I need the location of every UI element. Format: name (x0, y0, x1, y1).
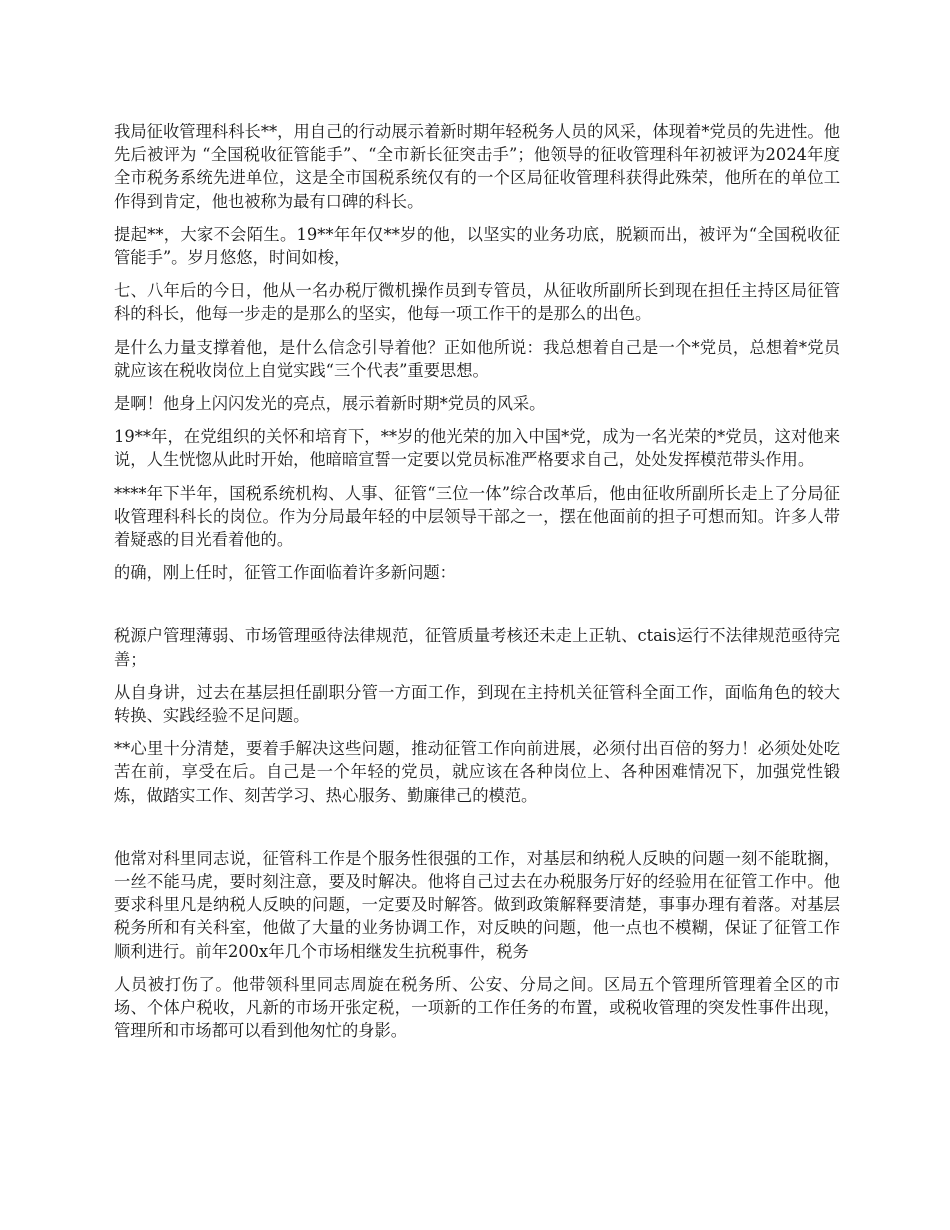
paragraph-12: 他常对科里同志说，征管科工作是个服务性很强的工作，对基层和纳税人反映的问题一刻不能耽搁，一丝不能马虎，要时刻注意，要及时解决。他将自己过去在办税服务厅好的经验用在征管工作中。他要求科里凡是纳税人反映的问题，一定要及时解答。做到政策解释要清楚，事事办理有着落。对基层税务所和有关科室，他做了大量的业务协调工作，对反映的问题，他一点也不模糊，保证了征管工作顺利进行。前年200x年几个市场相继发生抗税事件，税务 (114, 848, 840, 961)
paragraph-6: 19**年，在党组织的关怀和培育下，**岁的他光荣的加入中国*党，成为一名光荣的*党员，这对他来说，人生恍惚从此时开始，他暗暗宣誓一定要以党员标准严格要求自己，处处发挥模范带头作用。 (114, 427, 840, 470)
paragraph-8: 的确，刚上任时，征管工作面临着许多新问题： (114, 563, 456, 583)
paragraph-5: 是啊！他身上闪闪发光的亮点，展示着新时期*党员的风采。 (114, 394, 546, 414)
paragraph-4: 是什么力量支撑着他，是什么信念引导着他？正如他所说：我总想着自己是一个*党员，总想着*党员就应该在税收岗位上自觉实践“三个代表”重要思想。 (114, 337, 840, 380)
paragraph-9: 税源户管理薄弱、市场管理亟待法律规范，征管质量考核还未走上正轨、ctais运行不法律规范亟待完善； (114, 626, 840, 669)
document-body (114, 120, 840, 1053)
paragraph-13: 人员被打伤了。他带领科里同志周旋在税务所、公安、分局之间。区局五个管理所管理着全区的市场、个体户税收，凡新的市场开张定税，一项新的工作任务的布置，或税收管理的突发性事件出现，管理所和市场都可以看到他匆忙的身影。 (114, 974, 840, 1041)
section-spacer (114, 817, 840, 847)
paragraph-2: 提起**，大家不会陌生。19**年年仅**岁的他，以坚实的业务功底，脱颖而出，被评为“全国税收征管能手”。岁月悠悠，时间如梭， (114, 224, 840, 268)
paragraph-3: 七、八年后的今日，他从一名办税厅微机操作员到专管员，从征收所副所长到现在担任主持区局征管科的科长，他每一步走的是那么的坚实，他每一项工作干的是那么的出色。 (114, 281, 840, 324)
paragraph-11: **心里十分清楚，要着手解决这些问题，推动征管工作向前进展，必须付出百倍的努力！必须处处吃苦在前，享受在后。自己是一个年轻的党员，就应该在各种岗位上、各种困难情况下，加强党性锻炼，做踏实工作、刻苦学习、热心服务、勤廉律己的模范。 (114, 739, 840, 805)
section-spacer (114, 594, 840, 624)
paragraph-10: 从自身讲，过去在基层担任副职分管一方面工作，到现在主持机关征管科全面工作，面临角色的较大转换、实践经验不足问题。 (114, 682, 840, 726)
paragraph-7: ****年下半年，国税系统机构、人事、征管“三位一体”综合改革后，他由征收所副所长走上了分局征收管理科科长的岗位。作为分局最年轻的中层领导干部之一，摆在他面前的担子可想而知。许多人带着疑惑的目光看着他的。 (114, 483, 840, 550)
paragraph-1: 我局征收管理科科长**，用自己的行动展示着新时期年轻税务人员的风采，体现着*党员的先进性。他先后被评为 “全国税收征管能手”、“全市新长征突击手”；他领导的征收管理科年初被评为2024年度全市税务系统先进单位，这是全市国税系统仅有的一个区局征收管理科获得此殊荣，他所在的单位工作得到肯定，他也被称为最有口碑的科长。 (114, 122, 840, 211)
